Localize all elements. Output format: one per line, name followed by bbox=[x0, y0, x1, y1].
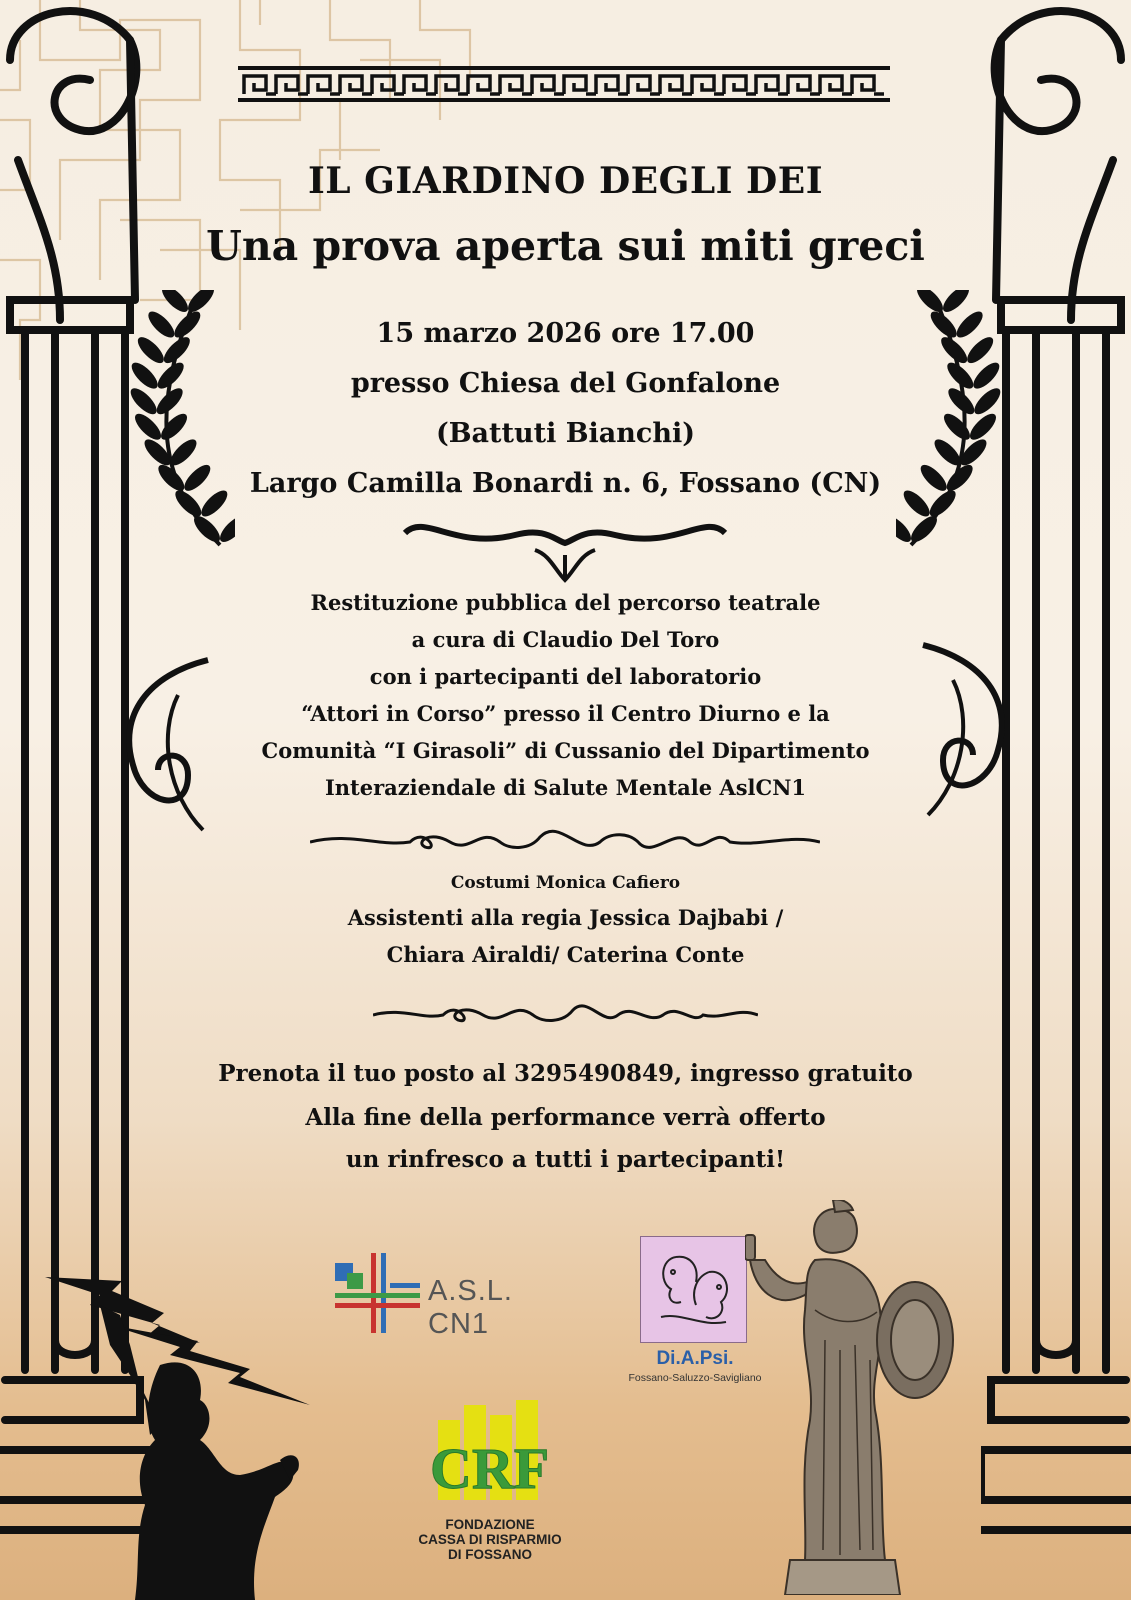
laurel-leaf bbox=[158, 290, 192, 316]
booking-line: Alla fine della performance verrà offerto bbox=[305, 1104, 826, 1131]
diapsi-name: Di.A.Psi. bbox=[656, 1348, 734, 1369]
credits-assistants-1: Assistenti alla regia Jessica Dajbabi / bbox=[347, 905, 784, 930]
zeus-silhouette-illustration bbox=[40, 1265, 340, 1600]
flourish-divider bbox=[373, 995, 758, 1035]
description-line: “Attori in Corso” presso il Centro Diurno e la bbox=[301, 701, 830, 726]
event-address: Largo Camilla Bonardi n. 6, Fossano (CN) bbox=[249, 468, 882, 499]
title-line-1: IL GIARDINO DEGLI DEI bbox=[307, 160, 824, 202]
event-date-time: 15 marzo 2026 ore 17.00 bbox=[376, 318, 755, 349]
crf-caption-line: CASSA DI RISPARMIO bbox=[418, 1532, 562, 1547]
crf-logo bbox=[428, 1400, 553, 1510]
event-venue: presso Chiesa del Gonfalone bbox=[350, 368, 781, 399]
description-line: con i partecipanti del laboratorio bbox=[369, 664, 762, 689]
laurel-leaf bbox=[190, 512, 224, 546]
diapsi-emblem bbox=[640, 1236, 747, 1343]
asl-logo bbox=[335, 1253, 575, 1340]
faces-icon bbox=[641, 1237, 746, 1342]
ornament-divider bbox=[395, 515, 735, 585]
crf-caption-line: DI FOSSANO bbox=[447, 1547, 532, 1562]
diapsi-subtitle: Fossano-Saluzzo-Savigliano bbox=[628, 1372, 762, 1384]
greek-key-border bbox=[238, 66, 890, 102]
asl-logo-text: A.S.L. CN1 bbox=[428, 1275, 513, 1340]
laurel-leaf bbox=[907, 512, 941, 546]
title-line-2: Una prova aperta sui miti greci bbox=[206, 222, 925, 270]
description-line: Restituzione pubblica del percorso teatrale bbox=[310, 590, 821, 615]
description-line: Interaziendale di Salute Mentale AslCN1 bbox=[324, 775, 807, 800]
flourish-divider bbox=[310, 822, 820, 862]
booking-line: Prenota il tuo posto al 3295490849, ingresso gratuito bbox=[218, 1060, 913, 1087]
laurel-leaf bbox=[939, 290, 973, 316]
credits-assistants-2: Chiara Airaldi/ Caterina Conte bbox=[386, 942, 745, 967]
credits-costumes: Costumi Monica Cafiero bbox=[450, 873, 681, 893]
crf-letters: CRF bbox=[430, 1436, 550, 1501]
asl-cross-icon bbox=[335, 1253, 420, 1333]
crf-caption bbox=[390, 1517, 590, 1562]
event-venue-alt: (Battuti Bianchi) bbox=[435, 418, 696, 449]
booking-line: un rinfresco a tutti i partecipanti! bbox=[345, 1146, 786, 1173]
left-swirl-ornament bbox=[118, 655, 213, 835]
crf-emblem-icon bbox=[428, 1400, 553, 1510]
description-line: Comunità “I Girasoli” di Cussanio del Dipartimento bbox=[261, 738, 870, 763]
description-line: a cura di Claudio Del Toro bbox=[411, 627, 720, 652]
athena-statue-illustration bbox=[745, 1200, 975, 1595]
crf-caption-line: FONDAZIONE bbox=[445, 1517, 535, 1532]
right-swirl-ornament bbox=[918, 640, 1013, 820]
